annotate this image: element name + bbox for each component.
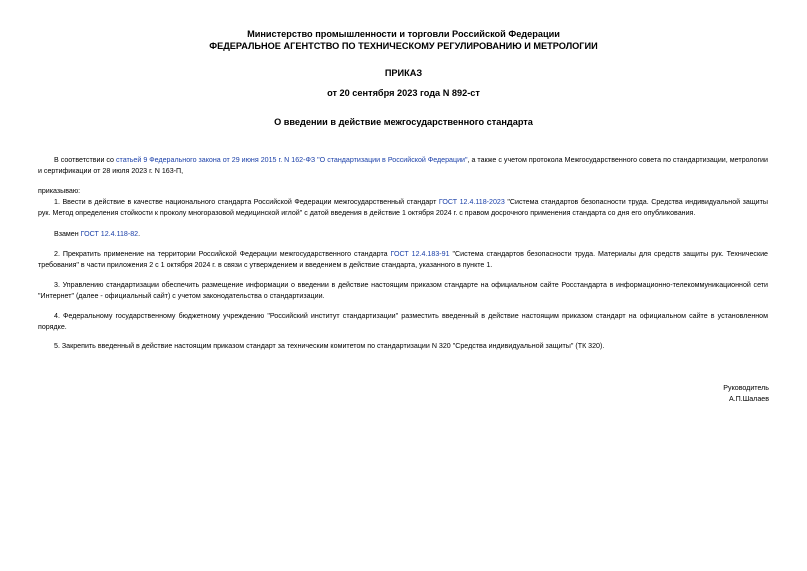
document-date-number: от 20 сентября 2023 года N 892-ст bbox=[327, 88, 480, 98]
instead-paragraph bbox=[38, 229, 768, 240]
signatory-position: Руководитель bbox=[723, 384, 769, 392]
federal-law-link[interactable]: статьей 9 Федерального закона от 29 июня 2015 г. N 162-ФЗ "О стандартизации в Российской Федерации" bbox=[115, 156, 468, 164]
gost-12-4-183-91-link[interactable]: ГОСТ 12.4.183-91 bbox=[390, 250, 450, 258]
order-word: приказываю: bbox=[38, 187, 81, 195]
preamble-text-end: , а также с учетом протокола Межгосударственного совета по стандартизации, метрологии и сертификации от 28 июля 2023 г. N 163-П, bbox=[38, 156, 768, 175]
preamble-paragraph bbox=[38, 155, 768, 177]
ministry-heading: Министерство промышленности и торговли Российской Федерации bbox=[247, 29, 560, 39]
instead-period: . bbox=[138, 230, 141, 238]
agency-heading: ФЕДЕРАЛЬНОЕ АГЕНТСТВО ПО ТЕХНИЧЕСКОМУ РЕГУЛИРОВАНИЮ И МЕТРОЛОГИИ bbox=[209, 41, 598, 51]
document-type: ПРИКАЗ bbox=[384, 68, 423, 78]
item-4-paragraph: 4. Федеральному государственному бюджетному учреждению "Российский институт стандартизации" разместить введенный в действие настоящим приказом стандарт на официальном сайте в установленном порядке. bbox=[38, 312, 768, 331]
item-3-paragraph: 3. Управлению стандартизации обеспечить размещение информации о введении в действие настоящим приказом стандарте на официальном сайте Росстандарта в информационно-телекоммуникационной сети "Интернет" (далее - официальный сайт) с учетом законодательства о стандартизации. bbox=[38, 281, 768, 300]
item-1-text-end: "Система стандартов безопасности труда. Средства индивидуальной защиты рук. Метод определения стойкости к проколу многоразовой медицинской иглой" с датой введения в действие 1 октября 2024 г. с правом досрочного применения стандарта со дня его опубликования. bbox=[38, 198, 768, 217]
item-1-text-start: 1. Ввести в действие в качестве национального стандарта Российской Федерации межгосударственный стандарт bbox=[54, 198, 439, 206]
item-2-paragraph bbox=[38, 249, 768, 271]
signatory-name: А.П.Шалаев bbox=[728, 395, 769, 403]
gost-12-4-118-82-link[interactable]: ГОСТ 12.4.118-82 bbox=[80, 230, 139, 238]
item-2-text-start: 2. Прекратить применение на территории Российской Федерации межгосударственного стандарта bbox=[54, 250, 391, 258]
item-5-paragraph: 5. Закрепить введенный в действие настоящим приказом стандарт за техническим комитетом по стандартизации N 320 "Средства индивидуальной защиты" (ТК 320). bbox=[54, 342, 605, 350]
document-title: О введении в действие межгосударственного стандарта bbox=[274, 117, 533, 127]
item-2-text-end: "Система стандартов безопасности труда. Материалы для средств защиты рук. Технические требования" в части приложения 2 с 1 октября 2024 г. в связи с утверждением и введением в действие стандарта, указанного в пункте 1. bbox=[38, 250, 768, 269]
item-1-paragraph bbox=[38, 197, 768, 219]
gost-12-4-118-2023-link[interactable]: ГОСТ 12.4.118-2023 bbox=[438, 198, 505, 206]
preamble-text-start: В соответствии со bbox=[54, 156, 116, 164]
instead-text: Взамен bbox=[54, 230, 81, 238]
